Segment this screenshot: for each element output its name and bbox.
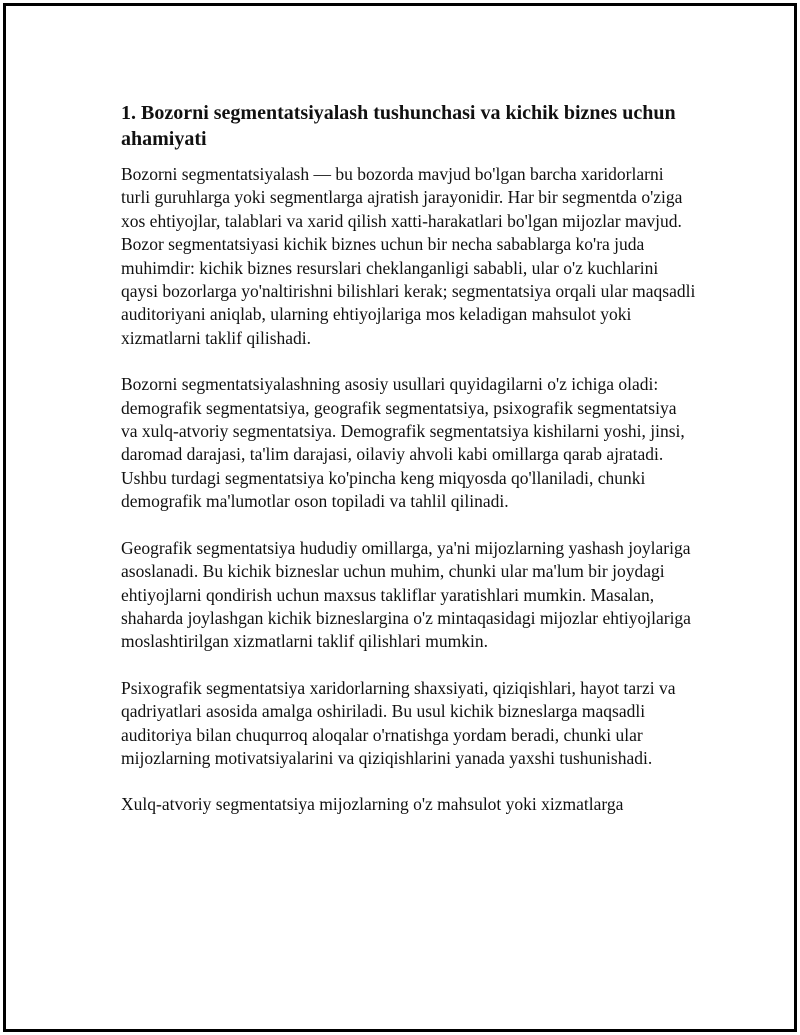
paragraph-geographic: Geografik segmentatsiya hududiy omillarga, ya'ni mijozlarning yashash joylariga asoslanadi. Bu kichik bizneslar uchun muhim, chunki ular ma'lum bir joydagi ehtiyojlarni qondirish uchun maxsus takliflar yaratishlari mumkin. Masalan, shaharda joylashgan kichik bizneslargina o'z mintaqasidagi mijozlar ehtiyojlariga moslashtirilgan xizmatlarni taklif qilishlari mumkin. (121, 537, 691, 652)
paragraph-definition: Bozorni segmentatsiyalash — bu bozorda mavjud bo'lgan barcha xaridorlarni turli guruhlarga yoki segmentlarga ajratish jarayonidir. Har bir segmentda o'ziga xos ehtiyojlar, talablari va xarid qilish xatti-harakatlari bo'lgan mijozlar mavjud. Bozor segmentatsiyasi kichik biznes uchun bir necha sabablarga ko'ra juda muhimdir: kichik biznes resurslari cheklanganligi sababli, ular o'z kuchlarini qaysi bozorlarga yo'naltirishni bilishlari kerak; segmentatsiya orqali ular maqsadli auditoriyani aniqlab, ularning ehtiyojlariga mos keladigan mahsulot yoki xizmatlarni taklif qilishadi. (121, 164, 696, 348)
paragraph-psychographic: Psixografik segmentatsiya xaridorlarning shaxsiyati, qiziqishlari, hayot tarzi va qadriyatlari asosida amalga oshiriladi. Bu usul kichik bizneslarga maqsadli auditoriya bilan chuqurroq aloqalar o'rnatishga yordam beradi, chunki ular mijozlarning motivatsiyalarini va qiziqishlarini yanada yaxshi tushunishadi. (121, 677, 676, 768)
paragraph-behavioral: Xulq-atvoriy segmentatsiya mijozlarning o'z mahsulot yoki xizmatlarga (121, 794, 624, 815)
document-page (3, 3, 797, 1032)
paragraph-methods: Bozorni segmentatsiyalashning asosiy usullari quyidagilarni o'z ichiga oladi: demografik segmentatsiya, geografik segmentatsiya, psixografik segmentatsiya va xulq-atvoriy segmentatsiya. Demografik segmentatsiya kishilarni yoshi, jinsi, daromad darajasi, ta'lim darajasi, oilaviy ahvoli kabi omillarga qarab ajratadi. Ushbu turdagi segmentatsiya ko'pincha keng miqyosda qo'llaniladi, chunki demografik ma'lumotlar oson topiladi va tahlil qilinadi. (121, 374, 685, 512)
document-body (121, 100, 696, 840)
section-heading: 1. Bozorni segmentatsiyalash tushunchasi va kichik biznes uchun ahamiyati (121, 102, 676, 150)
